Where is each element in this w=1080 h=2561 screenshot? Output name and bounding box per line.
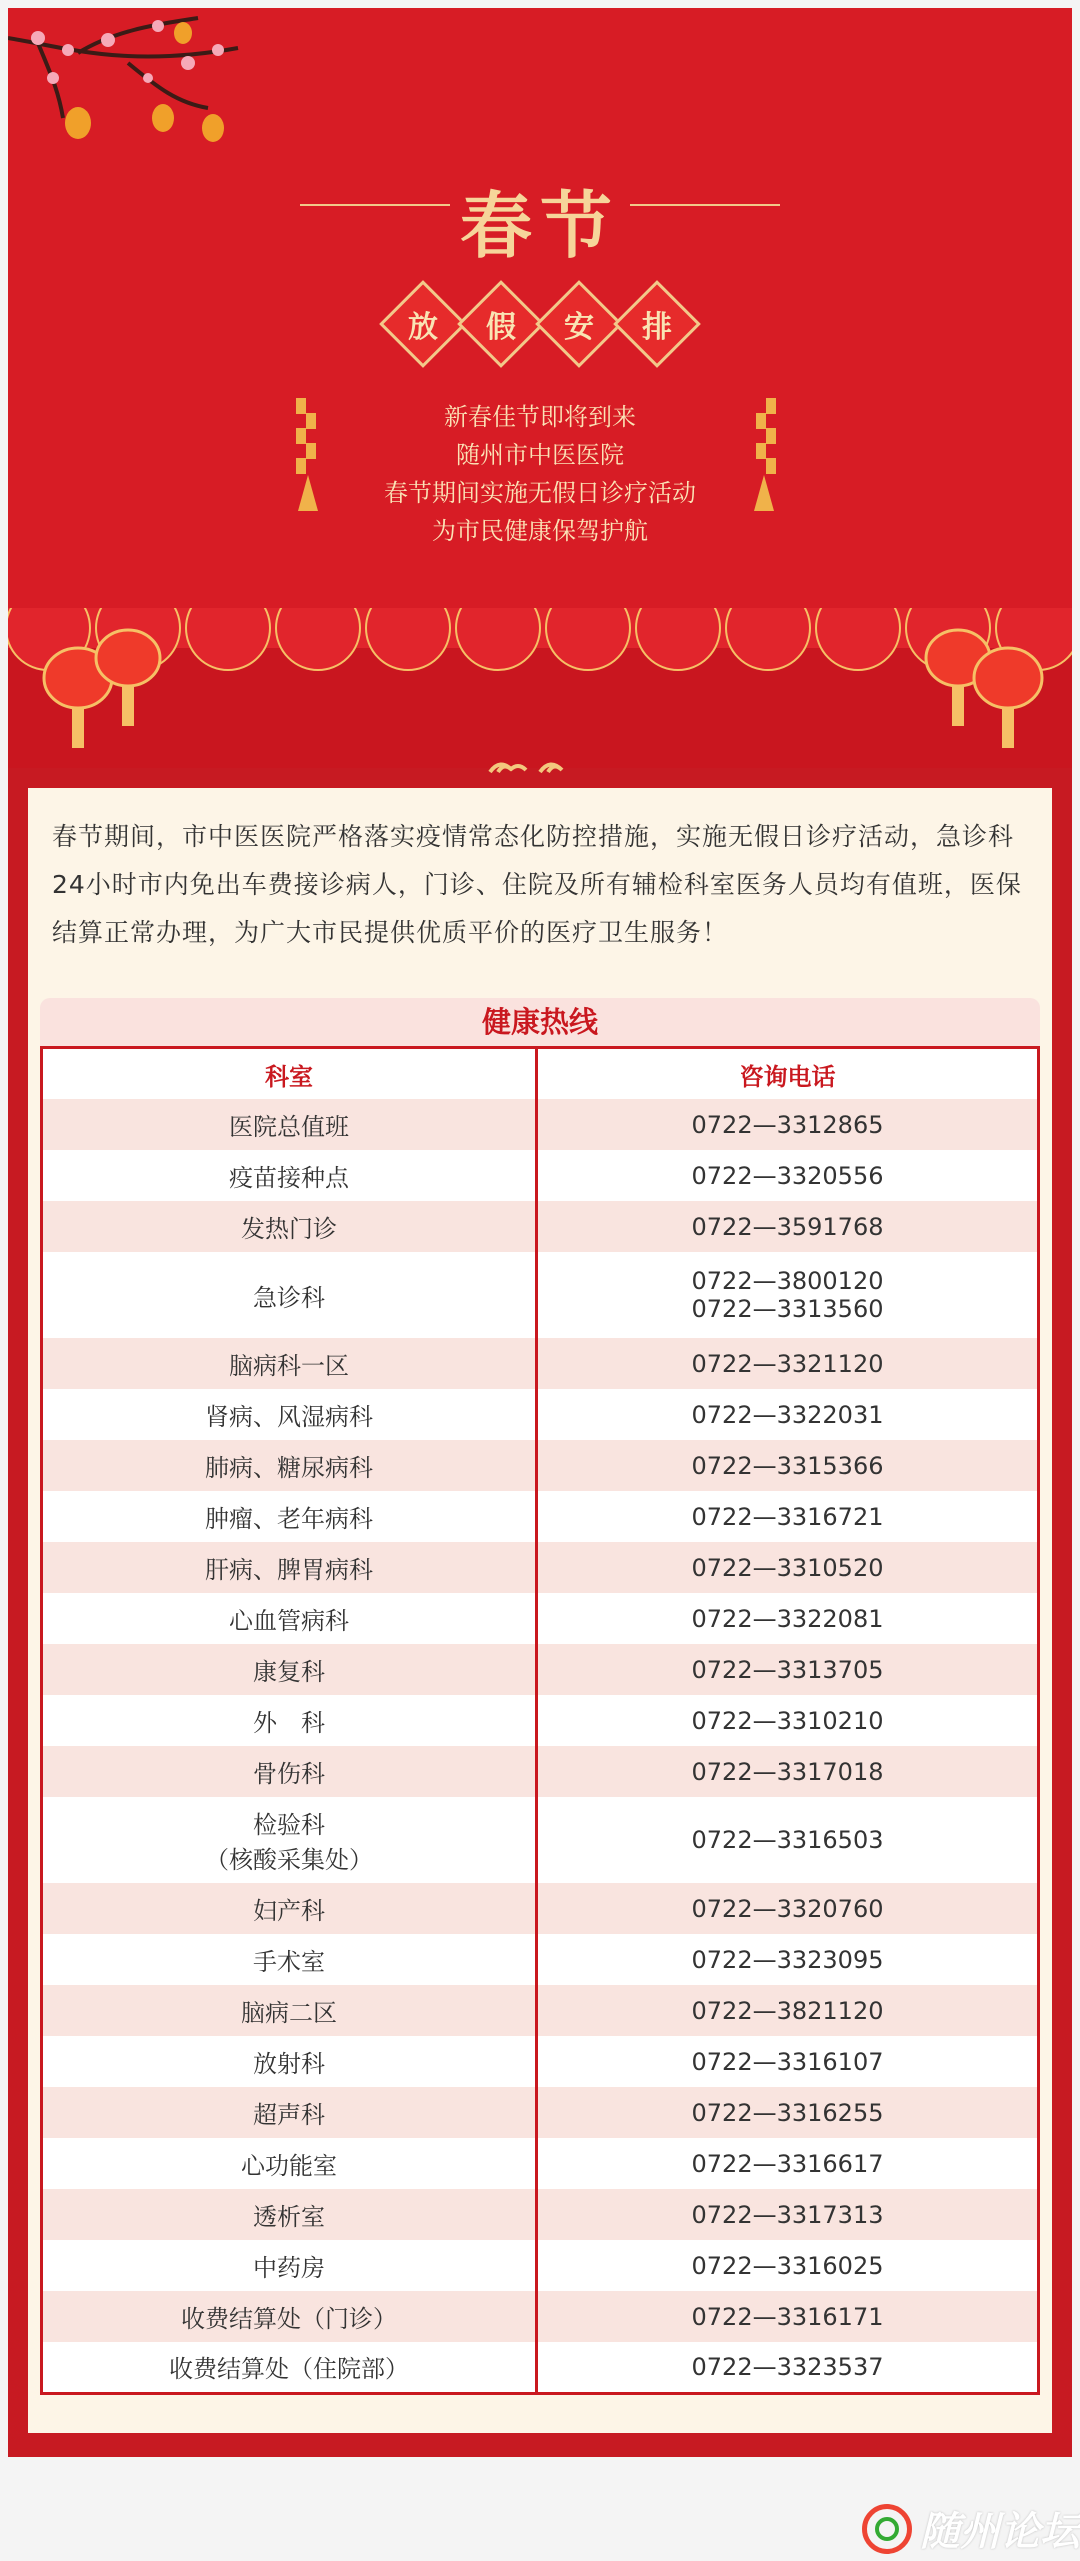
dept-line: （核酸采集处） [205,1846,373,1874]
table-row [42,1099,1039,1150]
page-title: 春节 [459,184,620,268]
badge-char: 放 [408,310,438,345]
table-row [42,2036,1039,2087]
dept-cell: 妇产科 [42,1883,537,1934]
table-row [42,1644,1039,1695]
badge-diamond [392,293,454,355]
holiday-badge [8,293,1072,355]
table-row [42,1593,1039,1644]
dept-cell: 超声科 [42,2087,537,2138]
dept-cell: 心血管病科 [42,1593,537,1644]
dept-cell: 透析室 [42,2189,537,2240]
table-row [42,2240,1039,2291]
dept-cell: 手术室 [42,1934,537,1985]
dept-cell: 发热门诊 [42,1201,537,1252]
poster-frame [8,8,1072,2457]
phone-cell[interactable]: 0722—3320556 [537,1150,1039,1201]
table-header [42,1048,1039,1100]
watermark-text: 随州论坛 [920,2509,1080,2555]
table-row [42,1201,1039,1252]
phone-cell[interactable]: 0722—3317018 [537,1746,1039,1797]
scallop-band [8,608,1072,768]
badge-diamond [548,293,610,355]
forum-logo-icon [862,2504,912,2554]
table-row [42,2138,1039,2189]
table-row [42,1252,1039,1338]
phone-cell[interactable]: 0722—3320760 [537,1883,1039,1934]
intro-text [8,398,1072,550]
intro-line: 新春佳节即将到来 [444,403,636,431]
table-row [42,1440,1039,1491]
phone-cell[interactable]: 0722—3321120 [537,1338,1039,1389]
phone-cell[interactable]: 0722—3310210 [537,1695,1039,1746]
content-panel [28,788,1052,2433]
watermark-logo [862,2500,1080,2557]
dept-cell: 心功能室 [42,2138,537,2189]
table-row [42,1797,1039,1883]
table-row [42,1934,1039,1985]
dept-cell: 医院总值班 [42,1099,537,1150]
dept-line: 检验科 [253,1811,325,1839]
phone-cell[interactable]: 0722—3322031 [537,1389,1039,1440]
dept-cell: 脑病科一区 [42,1338,537,1389]
badge-char: 假 [486,310,516,345]
header-phone: 咨询电话 [537,1048,1039,1100]
table-row [42,1491,1039,1542]
badge-diamond [470,293,532,355]
phone-cell[interactable] [537,1252,1039,1338]
table-row [42,1883,1039,1934]
phone-cell[interactable]: 0722—3316025 [537,2240,1039,2291]
table-row [42,1150,1039,1201]
dept-cell: 脑病二区 [42,1985,537,2036]
table-row [42,2087,1039,2138]
hotline-title: 健康热线 [40,998,1040,1046]
scallop-pattern [8,608,1072,768]
dept-cell: 肿瘤、老年病科 [42,1491,537,1542]
table-row [42,1985,1039,2036]
table-row [42,1389,1039,1440]
notice-paragraph: 春节期间，市中医医院严格落实疫情常态化防控措施，实施无假日诊疗活动，急诊科24小时市内免出车费接诊病人，门诊、住院及所有辅检科室医务人员均有值班，医保结算正常办理，为广大市民提供优质平价的医疗卫生服务！ [52,822,1022,947]
table-row [42,2189,1039,2240]
phone-cell[interactable]: 0722—3316721 [537,1491,1039,1542]
dept-cell: 急诊科 [42,1252,537,1338]
dept-cell: 肝病、脾胃病科 [42,1542,537,1593]
badge-char: 排 [642,310,672,345]
intro-line: 为市民健康保驾护航 [432,517,648,545]
phone-cell[interactable]: 0722—3591768 [537,1201,1039,1252]
phone-cell[interactable]: 0722—3316171 [537,2291,1039,2342]
dept-cell: 收费结算处（住院部） [42,2342,537,2393]
table-row [42,2291,1039,2342]
dept-cell: 肺病、糖尿病科 [42,1440,537,1491]
phone-cell[interactable]: 0722—3312865 [537,1099,1039,1150]
phone-cell[interactable]: 0722—3821120 [537,1985,1039,2036]
intro-line: 春节期间实施无假日诊疗活动 [384,479,696,507]
dept-cell: 放射科 [42,2036,537,2087]
dept-cell: 骨伤科 [42,1746,537,1797]
phone-cell[interactable]: 0722—3313705 [537,1644,1039,1695]
dept-cell: 疫苗接种点 [42,1150,537,1201]
table-row [42,1338,1039,1389]
badge-char: 安 [564,310,594,345]
lantern-icon [65,22,224,142]
phone-cell[interactable]: 0722—3316107 [537,2036,1039,2087]
dept-cell: 中药房 [42,2240,537,2291]
phone-cell[interactable]: 0722—3322081 [537,1593,1039,1644]
hotline-table [40,1046,1040,2395]
table-row [42,1746,1039,1797]
table-row [42,1542,1039,1593]
dept-cell [42,1797,537,1883]
phone-cell[interactable]: 0722—3315366 [537,1440,1039,1491]
phone-cell[interactable]: 0722—3323095 [537,1934,1039,1985]
phone-line[interactable]: 0722—3800120 [691,1267,884,1295]
table-row [42,2342,1039,2393]
phone-cell[interactable]: 0722—3316617 [537,2138,1039,2189]
header-dept: 科室 [42,1048,537,1100]
dept-cell: 收费结算处（门诊） [42,2291,537,2342]
badge-diamond [626,293,688,355]
auspicious-cloud-icon [8,753,1072,788]
phone-cell[interactable]: 0722—3316503 [537,1797,1039,1883]
phone-cell[interactable]: 0722—3310520 [537,1542,1039,1593]
dept-cell: 肾病、风湿病科 [42,1389,537,1440]
phone-cell[interactable]: 0722—3317313 [537,2189,1039,2240]
phone-line[interactable]: 0722—3313560 [691,1295,884,1323]
hero-banner [8,8,1072,608]
dept-cell: 康复科 [42,1644,537,1695]
phone-cell[interactable]: 0722—3316255 [537,2087,1039,2138]
intro-line: 随州市中医医院 [456,441,624,469]
plum-blossom-branch [8,8,268,158]
phone-cell[interactable]: 0722—3323537 [537,2342,1039,2393]
dept-cell: 外 科 [42,1695,537,1746]
table-row [42,1695,1039,1746]
